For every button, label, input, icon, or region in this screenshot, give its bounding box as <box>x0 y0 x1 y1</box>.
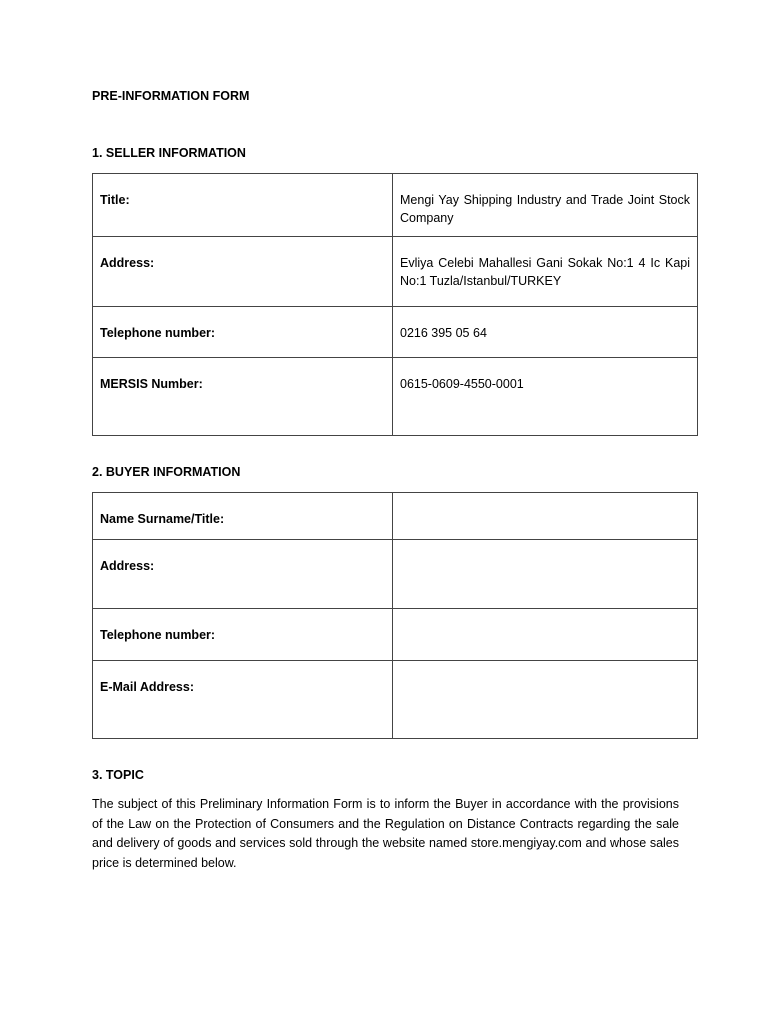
buyer-row-name <box>93 493 698 540</box>
seller-address-value: Evliya Celebi Mahallesi Gani Sokak No:1 4 Ic Kapi No:1 Tuzla/Istanbul/TURKEY <box>393 237 698 307</box>
buyer-name-value <box>393 493 698 540</box>
buyer-email-value <box>393 661 698 739</box>
seller-info-table <box>92 173 698 436</box>
seller-telephone-value: 0216 395 05 64 <box>393 307 698 358</box>
buyer-address-label: Address: <box>93 540 393 609</box>
seller-row-telephone <box>93 307 698 358</box>
seller-row-title <box>93 174 698 237</box>
seller-title-value: Mengi Yay Shipping Industry and Trade Joint Stock Company <box>393 174 698 237</box>
buyer-name-label: Name Surname/Title: <box>93 493 393 540</box>
seller-mersis-value: 0615-0609-4550-0001 <box>393 358 698 436</box>
buyer-row-telephone <box>93 609 698 661</box>
buyer-section-heading: 2. BUYER INFORMATION <box>92 465 241 479</box>
seller-section-heading: 1. SELLER INFORMATION <box>92 146 246 160</box>
seller-telephone-label: Telephone number: <box>93 307 393 358</box>
buyer-email-label: E-Mail Address: <box>93 661 393 739</box>
seller-row-address <box>93 237 698 307</box>
topic-section-heading: 3. TOPIC <box>92 768 144 782</box>
buyer-info-table <box>92 492 698 739</box>
seller-mersis-label: MERSIS Number: <box>93 358 393 436</box>
buyer-row-email <box>93 661 698 739</box>
buyer-row-address <box>93 540 698 609</box>
topic-paragraph: The subject of this Preliminary Information Form is to inform the Buyer in accordance with the provisions of the Law on the Protection of Consumers and the Regulation on Distance Contracts regarding the sale and delivery of goods and services sold through the website named store.mengiyay.com and whose sales price is determined below. <box>92 797 679 870</box>
document-title: PRE-INFORMATION FORM <box>92 89 250 103</box>
buyer-telephone-value <box>393 609 698 661</box>
buyer-telephone-label: Telephone number: <box>93 609 393 661</box>
buyer-address-value <box>393 540 698 609</box>
seller-address-label: Address: <box>93 237 393 307</box>
seller-title-label: Title: <box>93 174 393 237</box>
seller-row-mersis <box>93 358 698 436</box>
